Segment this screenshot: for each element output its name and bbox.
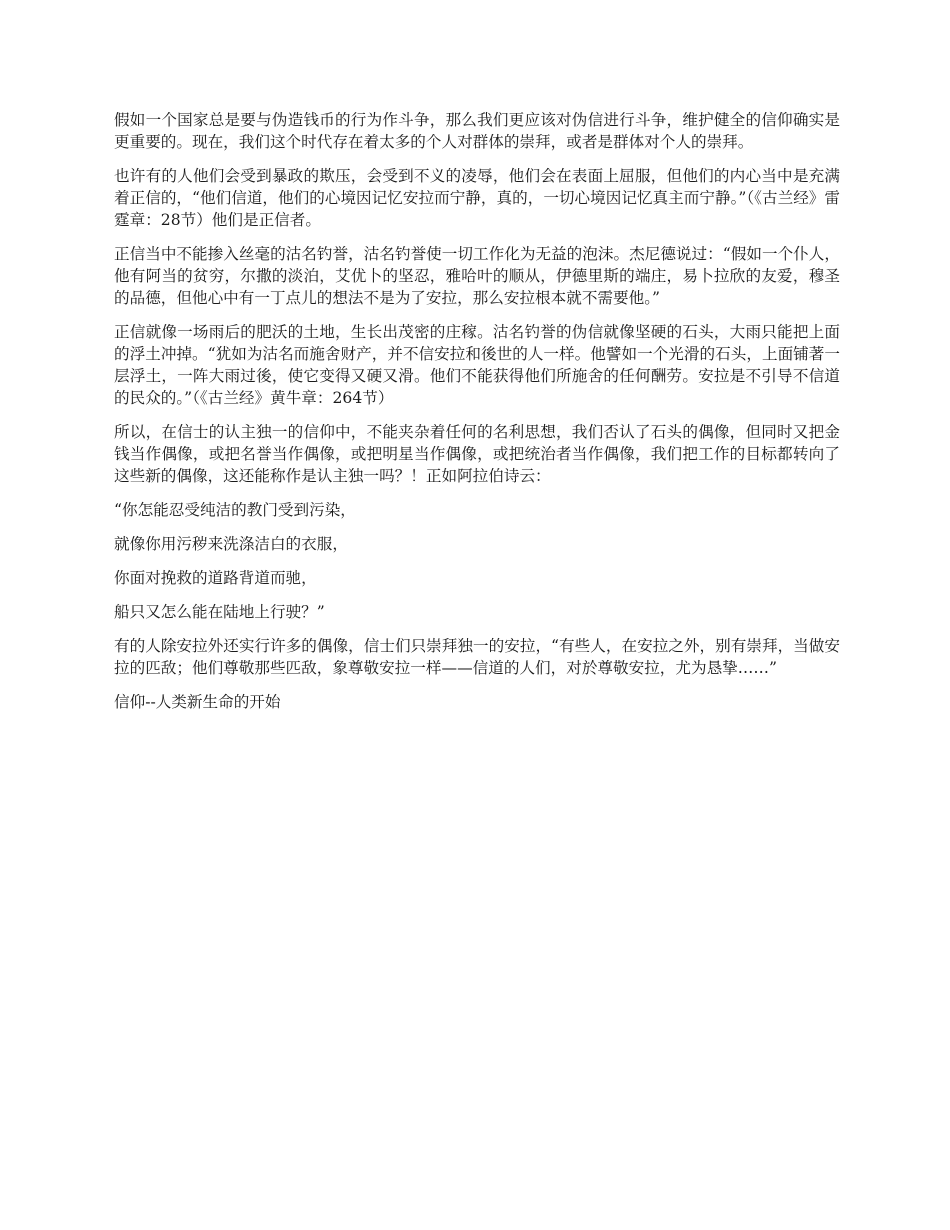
paragraph-3: 正信当中不能掺入丝毫的沽名钓誉，沽名钓誉使一切工作化为无益的泡沫。杰尼德说过：“假如一个仆人，他有阿当的贫穷，尔撒的淡泊，艾优卜的坚忍，雅哈叶的顺从，伊德里斯的端庄，易卜拉欣的友爱，穆圣的品德，但他心中有一丁点儿的想法不是为了安拉，那么安拉根本就不需要他。” <box>114 245 840 307</box>
paragraph-5: 所以，在信士的认主独一的信仰中，不能夹杂着任何的名利思想，我们否认了石头的偶像，但同时又把金钱当作偶像，或把名誉当作偶像，或把明星当作偶像，或把统治者当作偶像，我们把工作的目标都转向了这些新的偶像，这还能称作是认主独一吗？！正如阿拉伯诗云： <box>114 423 840 485</box>
paragraph-2: 也许有的人他们会受到暴政的欺压，会受到不义的凌辱，他们会在表面上屈服，但他们的内心当中是充满着正信的，“他们信道，他们的心境因记忆安拉而宁静，真的，一切心境因记忆真主而宁静。”（《古兰经》雷霆章：28节）他们是正信者。 <box>114 167 840 229</box>
closing-title: 信仰--人类新生命的开始 <box>114 693 281 711</box>
document-body <box>114 109 840 725</box>
poem-line-1: “你怎能忍受纯洁的教门受到污染， <box>114 501 356 519</box>
paragraph-6: 有的人除安拉外还实行许多的偶像，信士们只崇拜独一的安拉，“有些人，在安拉之外，别有崇拜，当做安拉的匹敌；他们尊敬那些匹敌，象尊敬安拉一样——信道的人们，对於尊敬安拉，尤为恳挚……” <box>114 637 840 677</box>
poem-line-4: 船只又怎么能在陆地上行驶？” <box>114 603 325 621</box>
poem-line-3: 你面对挽救的道路背道而驰， <box>114 569 317 587</box>
paragraph-4: 正信就像一场雨后的肥沃的土地，生长出茂密的庄稼。沽名钓誉的伪信就像坚硬的石头，大雨只能把上面的浮土冲掉。“犹如为沽名而施舍财产，并不信安拉和後世的人一样。他譬如一个光滑的石头，上面铺著一层浮土，一阵大雨过後，使它变得又硬又滑。他们不能获得他们所施舍的任何酬劳。安拉是不引导不信道的民众的。”（《古兰经》黄牛章：264节） <box>114 323 840 407</box>
poem-line-2: 就像你用污秽来洗涤洁白的衣服， <box>114 535 348 553</box>
paragraph-1: 假如一个国家总是要与伪造钱币的行为作斗争，那么我们更应该对伪信进行斗争，维护健全的信仰确实是更重要的。现在，我们这个时代存在着太多的个人对群体的崇拜，或者是群体对个人的崇拜。 <box>114 111 840 151</box>
